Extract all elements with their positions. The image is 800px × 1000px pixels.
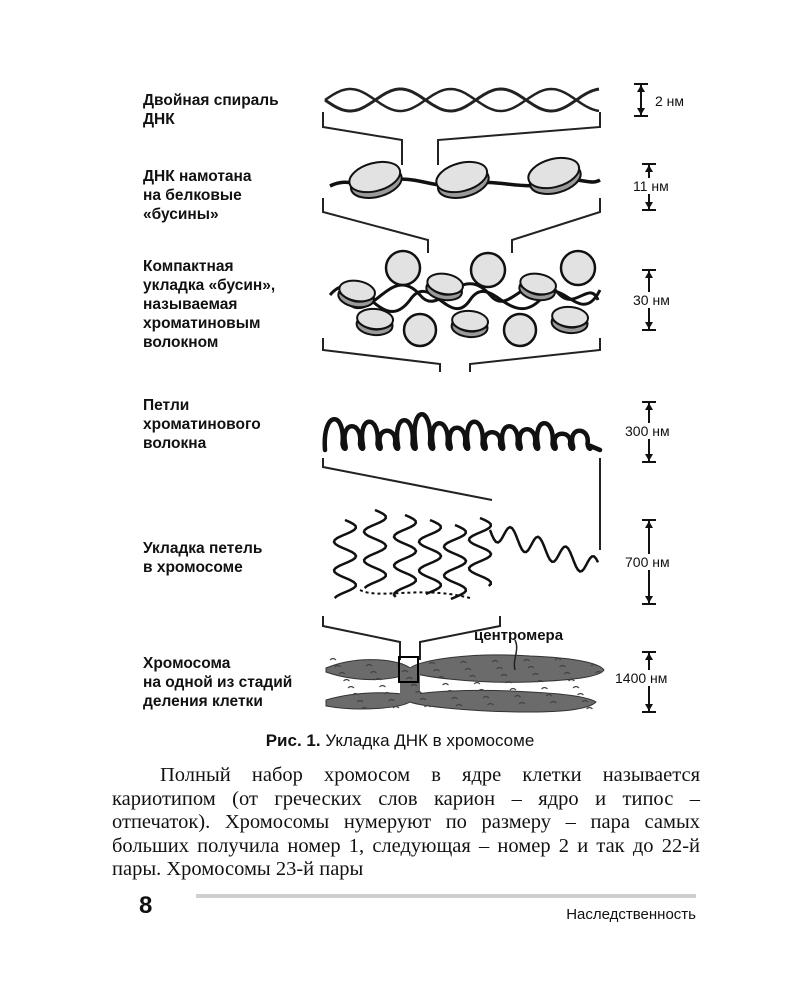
bead-face — [561, 251, 595, 285]
label-line: укладка «бусин», — [143, 277, 276, 294]
level-label-beads — [143, 167, 252, 224]
body-paragraph: Полный набор хромосом в ядре клетки называется кариотипом (от греческих слов карион – ядро и типос – отпечаток). Хромосомы нумеруют по размеру – пара самых больших получила номер 1, следующая – номер 2 и так до 22-й пары. Хромосомы 23-й пары — [112, 764, 700, 880]
chromatin-fiber-30nm — [330, 251, 600, 346]
scale-label-700nm: 700 нм — [625, 554, 670, 570]
page-number: 8 — [139, 892, 153, 919]
nucleosome-bead — [337, 278, 377, 310]
bead-face — [504, 314, 536, 346]
label-line: хроматиновым — [143, 315, 261, 332]
scale-label-300nm: 300 нм — [625, 423, 670, 439]
label-line: ДНК намотана — [143, 168, 252, 185]
level-label-coiling — [143, 539, 262, 577]
label-line: в хромосоме — [143, 559, 243, 576]
centromere-label: центромера — [474, 627, 564, 644]
level-label-chromosome — [143, 654, 292, 711]
body-text — [112, 764, 700, 882]
label-line: Двойная спираль — [143, 92, 279, 109]
nucleosome-bead — [433, 157, 492, 203]
bead-face — [471, 253, 505, 287]
metaphase-chromosome — [326, 640, 604, 712]
label-line: на белковые — [143, 187, 242, 204]
label-line: Петли — [143, 397, 190, 414]
footer-title: Наследственность — [566, 906, 696, 923]
label-line: «бусины» — [143, 206, 219, 223]
label-line: деления клетки — [143, 693, 263, 710]
level-label-helix — [143, 91, 279, 129]
figure-caption — [0, 731, 800, 751]
beads-on-string — [330, 153, 600, 203]
label-line: Укладка петель — [143, 540, 263, 557]
level-label-loops — [143, 396, 261, 453]
nucleosome-bead — [518, 271, 558, 303]
nucleosome-bead — [425, 271, 465, 303]
bracket-3 — [323, 338, 600, 372]
footer-rule — [196, 894, 696, 898]
scale-label-30nm: 30 нм — [633, 292, 670, 308]
scale-label-11nm: 11 нм — [633, 178, 669, 194]
caption-text: Укладка ДНК в хромосоме — [320, 731, 535, 750]
label-line: Хромосома — [143, 655, 231, 672]
scale-bar — [634, 84, 648, 116]
label-line: хроматинового — [143, 416, 261, 433]
coiled-loops-in-chromosome — [334, 510, 598, 599]
double-helix — [325, 89, 599, 111]
caption-prefix: Рис. 1. — [265, 731, 321, 750]
nucleosome-bead — [356, 307, 394, 336]
label-line: Компактная — [143, 258, 234, 275]
nucleosome-bead — [525, 153, 584, 199]
bead-face — [404, 314, 436, 346]
label-line: ДНК — [143, 111, 175, 128]
label-line: волокна — [143, 435, 207, 452]
label-line: на одной из стадий — [143, 674, 293, 691]
nucleosome-bead — [451, 309, 489, 338]
nucleosome-bead — [346, 157, 405, 203]
nucleosome-bead — [551, 305, 589, 334]
chromatin-loops — [325, 414, 600, 450]
scale-label-1400nm: 1400 нм — [615, 670, 668, 686]
label-line: волокном — [143, 334, 219, 351]
label-line: называемая — [143, 296, 238, 313]
level-label-fiber — [143, 257, 275, 352]
scale-label-2nm: 2 нм — [655, 93, 685, 109]
bracket-2 — [323, 198, 600, 253]
bead-face — [386, 251, 420, 285]
